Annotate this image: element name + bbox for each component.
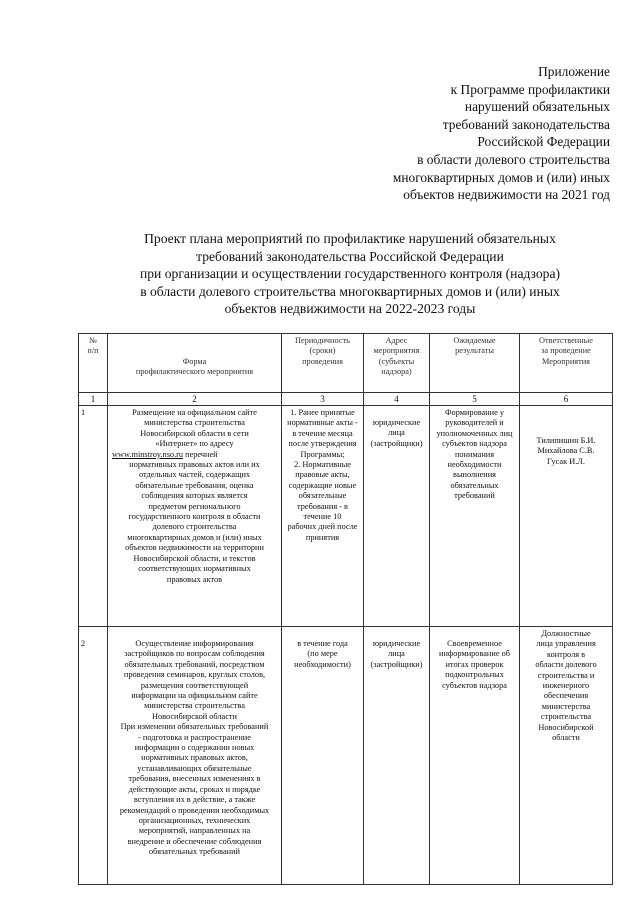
col-number: 3 <box>282 393 364 406</box>
cell-line: обязательные <box>298 491 347 501</box>
cell-line: лица <box>388 649 405 659</box>
cell-line: проведения семинаров, круглых столов, <box>123 670 266 680</box>
cell-line: результаты <box>455 346 494 356</box>
cell-line: п/п <box>87 346 99 356</box>
cell-line: Ожидаемые <box>453 336 496 345</box>
cell-line: мероприятия <box>373 346 420 356</box>
cell-line: лица <box>388 428 405 438</box>
appendix-line: требований законодательства <box>442 116 610 132</box>
form-pre <box>110 408 279 450</box>
cell-line: долевого строительства <box>152 522 237 532</box>
cell-line: субъектов надзора <box>442 680 507 690</box>
header-num <box>79 334 108 393</box>
header-responsible <box>520 334 613 393</box>
cell-line: соответствующих нормативных <box>138 564 251 574</box>
col-number: 6 <box>520 393 613 406</box>
cell-line: информации о содержании новых <box>134 743 255 753</box>
table-header-row <box>79 334 613 393</box>
column-numbers-row <box>79 393 613 406</box>
appendix-line: Приложение <box>538 64 610 79</box>
row-address <box>364 406 430 627</box>
appendix-line: в области долевого строительства <box>417 151 610 167</box>
appendix-line: нарушений обязательных <box>464 99 610 115</box>
header-address <box>364 334 430 393</box>
cell-line: уполномоченных лиц <box>436 428 513 438</box>
cell-line: строительства <box>540 712 592 722</box>
cell-line: 1. Ранее принятые <box>290 408 355 417</box>
cell-line: министерства строительства <box>144 418 245 428</box>
header-form <box>108 334 282 393</box>
cell-line: Новосибирской <box>538 722 594 732</box>
cell-line: в течение месяца <box>292 428 353 438</box>
header-period <box>282 334 364 393</box>
cell-line: Тилипишин Б.И. <box>536 436 596 445</box>
appendix-line: многоквартирных домов и (или) иных <box>392 169 610 185</box>
cell-line: обязательных <box>450 480 499 490</box>
cell-line: мероприятий, направленных на <box>138 826 251 836</box>
table-row <box>79 406 613 627</box>
cell-line: организационных, технических <box>138 815 251 825</box>
cell-line: Периодичность <box>295 336 350 345</box>
form-link-tail: перечней <box>183 449 218 459</box>
cell-line: Новосибирской области <box>152 711 237 721</box>
cell-line: принятия <box>305 532 340 542</box>
cell-line: размещения соответствующей <box>140 680 249 690</box>
row-period <box>282 406 364 627</box>
cell-line: субъектов надзора <box>442 439 507 449</box>
cell-line: многоквартирных домов и (или) иных <box>127 532 262 542</box>
cell-line: Новосибирской области в сети <box>140 428 249 438</box>
cell-line: министерства строительства <box>144 701 245 711</box>
appendix-line: к Программе профилактики <box>450 81 610 97</box>
cell-line: после утверждения <box>288 439 357 449</box>
cell-line: Формирование у <box>445 408 504 417</box>
cell-line: выполнения <box>453 470 496 480</box>
cell-line: Ответственные <box>539 336 593 345</box>
cell-line: содержащие новые <box>288 480 357 490</box>
cell-line: (сроки) <box>309 346 336 356</box>
row-results <box>430 406 520 627</box>
cell-line: Должностные <box>541 629 591 638</box>
title-line: при организации и осуществлении государственного контроля (надзора) <box>139 266 561 281</box>
cell-line: рекомендаций о проведении необходимых <box>119 805 270 815</box>
row-responsible <box>520 627 613 885</box>
cell-line: соблюдения которых является <box>141 491 248 501</box>
cell-line: Своевременное <box>447 639 502 648</box>
title-line: требований законодательства Российской Федерации <box>196 248 504 264</box>
cell-line: Форма <box>182 356 207 366</box>
cell-line: нормативные акты - <box>287 418 358 428</box>
cell-line: нормативных правовых актов, <box>141 753 248 763</box>
cell-line: Гусак И.Л. <box>547 456 585 466</box>
cell-line: строительства и <box>537 670 595 680</box>
cell-line: области <box>552 733 580 743</box>
row-num: 2 <box>79 627 108 885</box>
cell-line: за проведение <box>541 346 591 356</box>
cell-line: информирование об <box>439 649 510 659</box>
title-line: Проект плана мероприятий по профилактике нарушений обязательных <box>144 231 556 246</box>
cell-line: юридические <box>372 418 421 427</box>
cell-line: Программы; <box>300 449 345 459</box>
cell-line: - подготовка и распространение <box>138 732 251 742</box>
cell-line: Размещение на официальном сайте <box>132 408 257 417</box>
cell-line: руководителей и <box>445 418 504 428</box>
cell-line: предметом регионального <box>148 501 241 511</box>
cell-line: лица управления <box>536 639 596 649</box>
cell-line: государственного контроля в области <box>128 512 261 522</box>
cell-line: проведения <box>302 356 343 366</box>
header-results <box>430 334 520 393</box>
cell-line: течение 10 <box>303 512 342 522</box>
cell-line: требования, внесенных изменениях в <box>128 774 261 784</box>
row-num: 1 <box>79 406 108 627</box>
cell-line: действующие акты, сроках и порядке <box>128 784 261 794</box>
cell-line: Мероприятия <box>542 356 590 366</box>
cell-line: отдельных частей, содержащих <box>138 470 251 480</box>
cell-line: устанавливающих обязательные <box>137 763 252 773</box>
cell-line: контроля в <box>546 649 586 659</box>
cell-line: в течение года <box>297 639 348 648</box>
cell-line: Михайлова С.В. <box>537 446 595 456</box>
cell-line: обеспечения <box>543 691 589 701</box>
cell-line: надзора) <box>381 367 412 377</box>
cell-line: При изменении обязательных требований <box>120 722 269 732</box>
cell-line: Новосибирской области, и текстов <box>133 553 256 563</box>
col-number: 1 <box>79 393 108 406</box>
row-results <box>430 627 520 885</box>
cell-line: № <box>89 336 97 345</box>
cell-line: итогах проверок <box>445 659 504 669</box>
site-link[interactable]: www.minstroy.nso.ru <box>112 449 184 459</box>
cell-line: министерства <box>541 701 591 711</box>
form-post <box>110 460 279 585</box>
cell-line: застройщиков по вопросам соблюдения <box>124 649 265 659</box>
cell-line: (по мере <box>307 649 338 659</box>
row-responsible <box>520 406 613 627</box>
cell-line: внедрение и обеспечение соблюдения <box>127 836 262 846</box>
cell-line: юридические <box>372 639 421 648</box>
row-period <box>282 627 364 885</box>
appendix-line: Российской Федерации <box>477 134 610 150</box>
form-link-line <box>110 450 279 460</box>
cell-line: нормативных правовых актов или их <box>129 460 260 470</box>
row-form <box>108 406 282 627</box>
table-row <box>79 627 613 885</box>
cell-line: инженерного <box>542 681 590 691</box>
cell-line: необходимости <box>447 460 502 470</box>
cell-line: правовые акты, <box>295 470 350 480</box>
cell-line: требований <box>454 491 495 501</box>
cell-line: обязательных требований <box>149 847 240 857</box>
document-title <box>100 230 600 318</box>
cell-line: правовых актов <box>166 574 223 584</box>
cell-line: вступления их в действие, а также <box>133 795 256 805</box>
appendix-header <box>280 63 610 204</box>
measures-table <box>78 333 613 885</box>
cell-line: области долевого <box>535 660 597 670</box>
cell-line: профилактического мероприятия <box>135 367 254 376</box>
cell-line: (субъекты <box>378 356 415 366</box>
row-form <box>108 627 282 885</box>
cell-line: 2. Нормативные <box>294 460 351 470</box>
cell-line: Адрес <box>385 336 408 345</box>
cell-line: информации на официальном сайте <box>131 691 258 701</box>
cell-line: подконтрольных <box>445 670 504 680</box>
cell-line: необходимости) <box>294 659 351 669</box>
cell-line: (застройщики) <box>370 659 423 669</box>
cell-line: (застройщики) <box>370 438 423 448</box>
cell-line: рабочих дней после <box>287 522 358 532</box>
col-number: 5 <box>430 393 520 406</box>
title-line: объектов недвижимости на 2022-2023 годы <box>224 301 476 316</box>
row-address <box>364 627 430 885</box>
appendix-line: объектов недвижимости на 2021 год <box>403 187 610 203</box>
title-line: в области долевого строительства многоквартирных домов и (или) иных <box>140 283 560 299</box>
cell-line: «Интернет» по адресу <box>155 439 234 449</box>
cell-line: обязательные требования, оценка <box>135 480 254 490</box>
col-number: 4 <box>364 393 430 406</box>
cell-line: требования - в <box>297 501 348 511</box>
cell-line: Осуществление информирования <box>135 639 254 648</box>
cell-line: обязательных требований, посредством <box>124 659 265 669</box>
col-number: 2 <box>108 393 282 406</box>
cell-line: понимания <box>454 449 495 459</box>
cell-line: объектов недвижимости на территории <box>125 543 264 553</box>
